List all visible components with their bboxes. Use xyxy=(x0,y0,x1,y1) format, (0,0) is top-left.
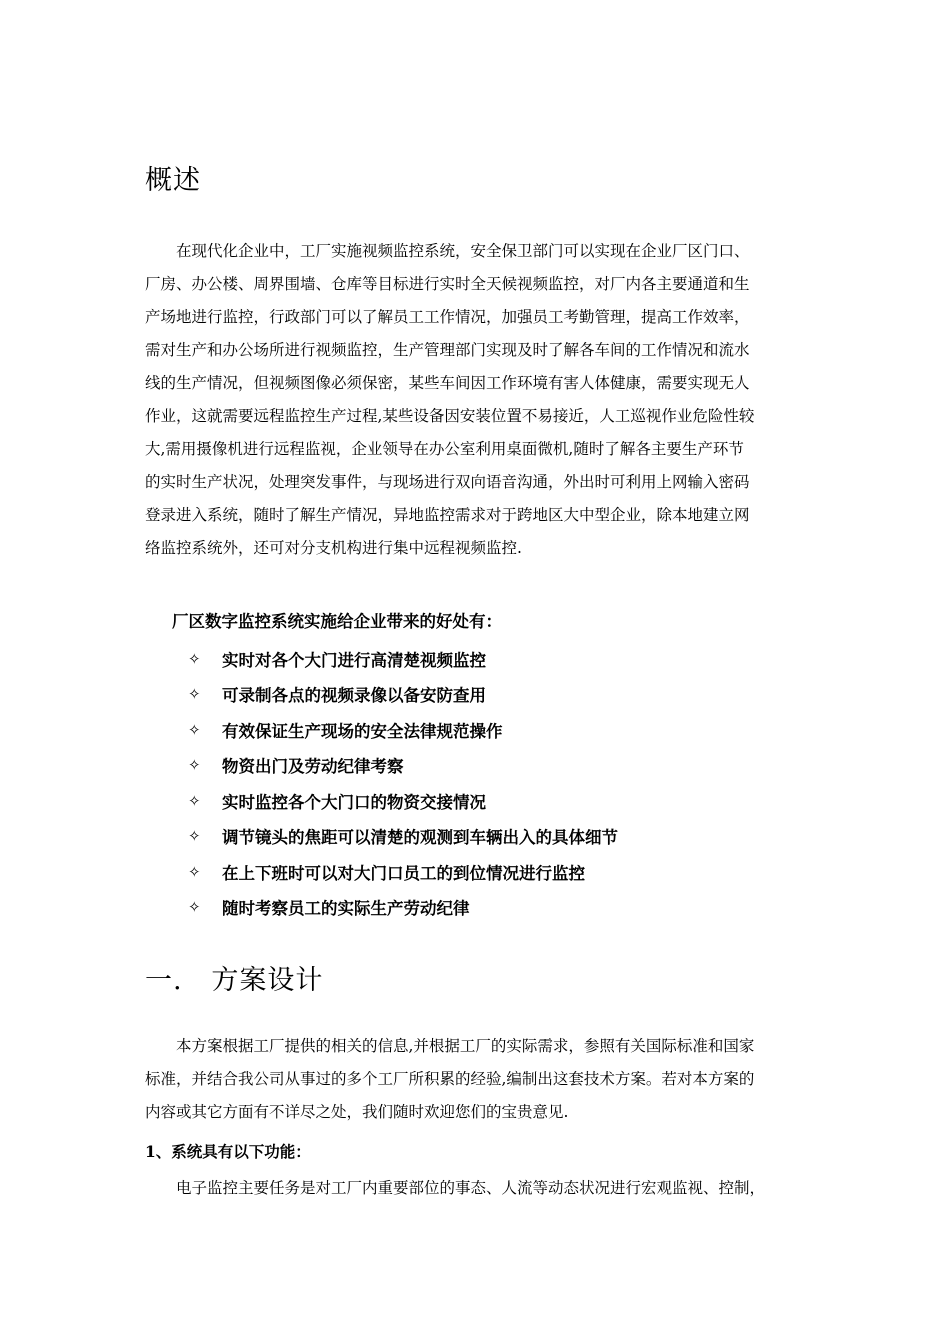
list-item xyxy=(188,641,618,677)
list-item xyxy=(188,890,618,926)
overview-heading: 概述 xyxy=(145,165,201,196)
overview-paragraph xyxy=(145,235,809,565)
paragraph-line: 产场地进行监控，行政部门可以了解员工工作情况，加强员工考勤管理，提高工作效率， xyxy=(145,308,750,326)
list-item xyxy=(188,854,618,890)
paragraph-line: 需对生产和办公场所进行视频监控，生产管理部门实现及时了解各车间的工作情况和流水 xyxy=(145,341,750,359)
diamond-bullet-icon: ✧ xyxy=(188,649,201,668)
benefit-text: 物资出门及劳动纪律考察 xyxy=(222,757,404,777)
paragraph-line: 内容或其它方面有不详尽之处，我们随时欢迎您们的宝贵意见. xyxy=(145,1103,569,1121)
benefit-text: 有效保证生产现场的安全法律规范操作 xyxy=(222,721,503,741)
benefits-intro: 厂区数字监控系统实施给企业带来的好处有： xyxy=(172,612,502,631)
design-paragraph xyxy=(145,1030,809,1129)
benefit-text: 可录制各点的视频录像以备安防查用 xyxy=(222,686,486,706)
paragraph-line: 作业，这就需要远程监控生产过程,某些设备因安装位置不易接近，人工巡视作业危险性较 xyxy=(145,407,755,425)
paragraph-line: 线的生产情况，但视频图像必须保密，某些车间因工作环境有害人体健康，需要实现无人 xyxy=(145,374,750,392)
diamond-bullet-icon: ✧ xyxy=(188,685,201,704)
list-item xyxy=(188,819,618,855)
benefit-text: 实时监控各个大门口的物资交接情况 xyxy=(222,792,486,812)
paragraph-line: 厂房、办公楼、周界围墙、仓库等目标进行实时全天候视频监控，对厂内各主要通道和生 xyxy=(145,275,750,293)
diamond-bullet-icon: ✧ xyxy=(188,791,201,810)
design-heading: 一. 方案设计 xyxy=(145,965,324,996)
paragraph-line: 标准，并结合我公司从事过的多个工厂所积累的经验,编制出这套技术方案。若对本方案的 xyxy=(145,1070,755,1088)
list-item xyxy=(188,748,618,784)
list-item xyxy=(188,712,618,748)
diamond-bullet-icon: ✧ xyxy=(188,862,201,881)
diamond-bullet-icon: ✧ xyxy=(188,827,201,846)
benefit-text: 调节镜头的焦距可以清楚的观测到车辆出入的具体细节 xyxy=(222,828,618,848)
benefits-list xyxy=(188,641,618,925)
benefit-text: 实时对各个大门进行高清楚视频监控 xyxy=(222,650,486,670)
benefit-text: 随时考察员工的实际生产劳动纪律 xyxy=(222,899,470,919)
functions-paragraph xyxy=(145,1172,809,1205)
functions-subheading: 1、系统具有以下功能： xyxy=(145,1142,311,1161)
paragraph-line: 的实时生产状况，处理突发事件，与现场进行双向语音沟通，外出时可利用上网输入密码 xyxy=(145,473,750,491)
diamond-bullet-icon: ✧ xyxy=(188,720,201,739)
benefit-text: 在上下班时可以对大门口员工的到位情况进行监控 xyxy=(222,863,585,883)
diamond-bullet-icon: ✧ xyxy=(188,756,201,775)
paragraph-line: 络监控系统外，还可对分支机构进行集中远程视频监控. xyxy=(145,539,522,557)
paragraph-line: 本方案根据工厂提供的相关的信息,并根据工厂的实际需求，参照有关国际标准和国家 xyxy=(145,1037,755,1055)
diamond-bullet-icon: ✧ xyxy=(188,898,201,917)
paragraph-line: 大,需用摄像机进行远程监视，企业领导在办公室利用桌面微机,随时了解各主要生产环节 xyxy=(145,440,744,458)
list-item xyxy=(188,783,618,819)
list-item xyxy=(188,677,618,713)
paragraph-line: 登录进入系统，随时了解生产情况，异地监控需求对于跨地区大中型企业，除本地建立网 xyxy=(145,506,750,524)
paragraph-line: 电子监控主要任务是对工厂内重要部位的事态、人流等动态状况进行宏观监视、控制， xyxy=(145,1179,766,1197)
paragraph-line: 在现代化企业中，工厂实施视频监控系统，安全保卫部门可以实现在企业厂区门口、 xyxy=(145,242,750,260)
